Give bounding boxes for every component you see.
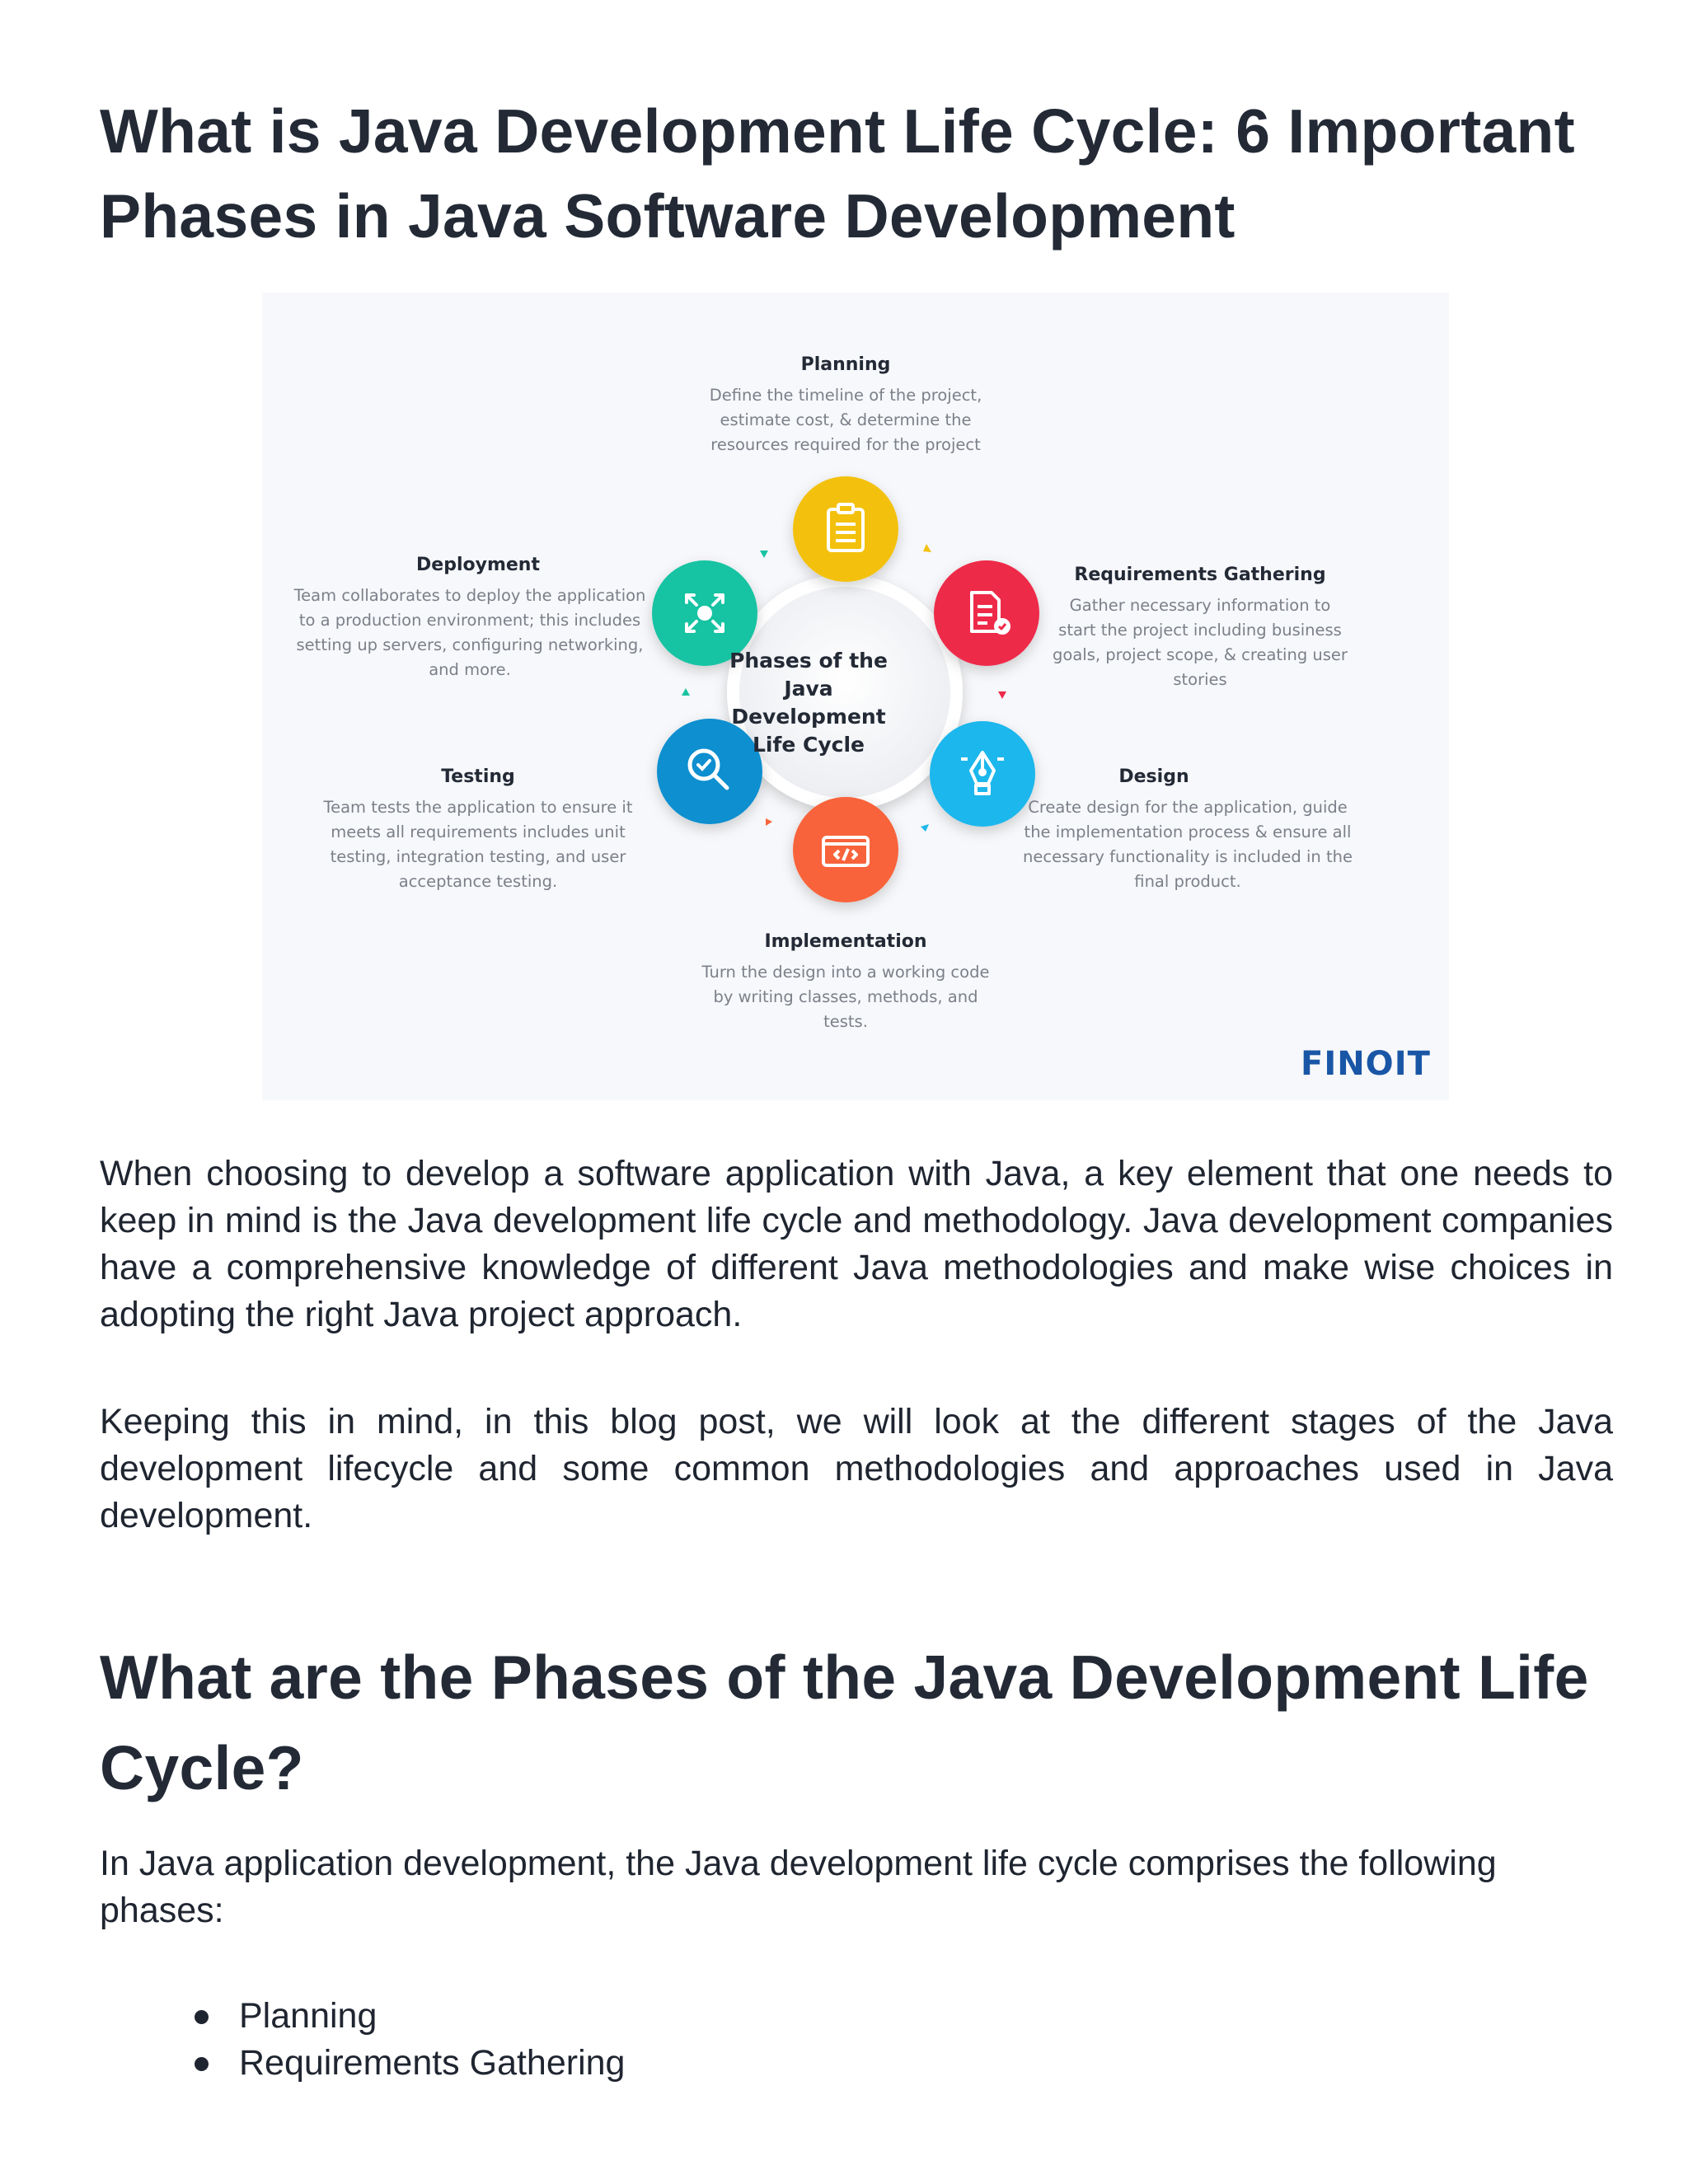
cycle-arrow xyxy=(766,818,772,826)
planning-node xyxy=(793,476,898,582)
lifecycle-infographic xyxy=(262,293,1449,1100)
intro-paragraph: When choosing to develop a software application with Java, a key element that one needs to keep in mind is the Java development life cycle and methodology. Java development companies have a comprehensive knowledge of different Java methodologies and make wise choices in adopting the right Java project approach. xyxy=(100,1154,1613,1334)
phase-title-planning: Planning xyxy=(800,354,891,375)
phase-title-implementation: Implementation xyxy=(764,931,927,952)
cycle-arrow xyxy=(998,691,1006,699)
list-item-label: Requirements Gathering xyxy=(239,2043,626,2083)
phase-desc-implementation: Turn the design into a working code by writing classes, methods, and tests. xyxy=(701,963,990,1031)
overview-paragraph: Keeping this in mind, in this blog post, we will look at the different stages of the Java development lifecycle and some common methodologies and approaches used in Java development. xyxy=(100,1402,1613,1535)
implementation-node xyxy=(793,797,898,902)
page-title: What is Java Development Life Cycle: 6 Important Phases in Java Software Development xyxy=(100,96,1575,251)
phase-desc-design: Create design for the application, guide the implementation process & ensure all necessary functionality is included in the final product. xyxy=(1023,798,1353,891)
finoit-logo: FINOIT xyxy=(1301,1045,1431,1083)
section-heading: What are the Phases of the Java Development Life Cycle? xyxy=(100,1643,1589,1802)
phase-list xyxy=(180,1993,625,2087)
phase-title-testing: Testing xyxy=(441,766,515,787)
list-item xyxy=(180,2040,625,2087)
phase-title-design: Design xyxy=(1118,766,1189,787)
phase-title-deployment: Deployment xyxy=(416,555,540,575)
phase-desc-testing: Team tests the application to ensure it meets all requirements includes unit testing, integration testing, and user acceptance testing. xyxy=(323,798,633,891)
cycle-arrow xyxy=(682,688,690,696)
list-item xyxy=(180,1993,625,2040)
phase-desc-planning: Define the timeline of the project, estimate cost, & determine the resources required for the project xyxy=(709,386,982,454)
cycle-arrow xyxy=(921,824,929,832)
phase-title-requirements: Requirements Gathering xyxy=(1074,565,1326,585)
phases-intro-paragraph: In Java application development, the Java development life cycle comprises the following phases: xyxy=(100,1844,1497,1930)
bullet-icon xyxy=(195,2057,209,2071)
bullet-icon xyxy=(195,2010,209,2024)
phase-desc-deployment: Team collaborates to deploy the application to a production environment; this includes setting up servers, configuring networking, and more. xyxy=(293,586,646,679)
cycle-arrow xyxy=(923,544,931,552)
requirements-node xyxy=(934,560,1039,666)
cycle-arrow xyxy=(760,551,768,558)
hub-label: Phases of the Java Development Life Cycle xyxy=(729,649,888,757)
phase-desc-requirements: Gather necessary information to start the project including business goals, project scope, & creating user stories xyxy=(1053,596,1348,689)
list-item-label: Planning xyxy=(239,1996,377,2036)
